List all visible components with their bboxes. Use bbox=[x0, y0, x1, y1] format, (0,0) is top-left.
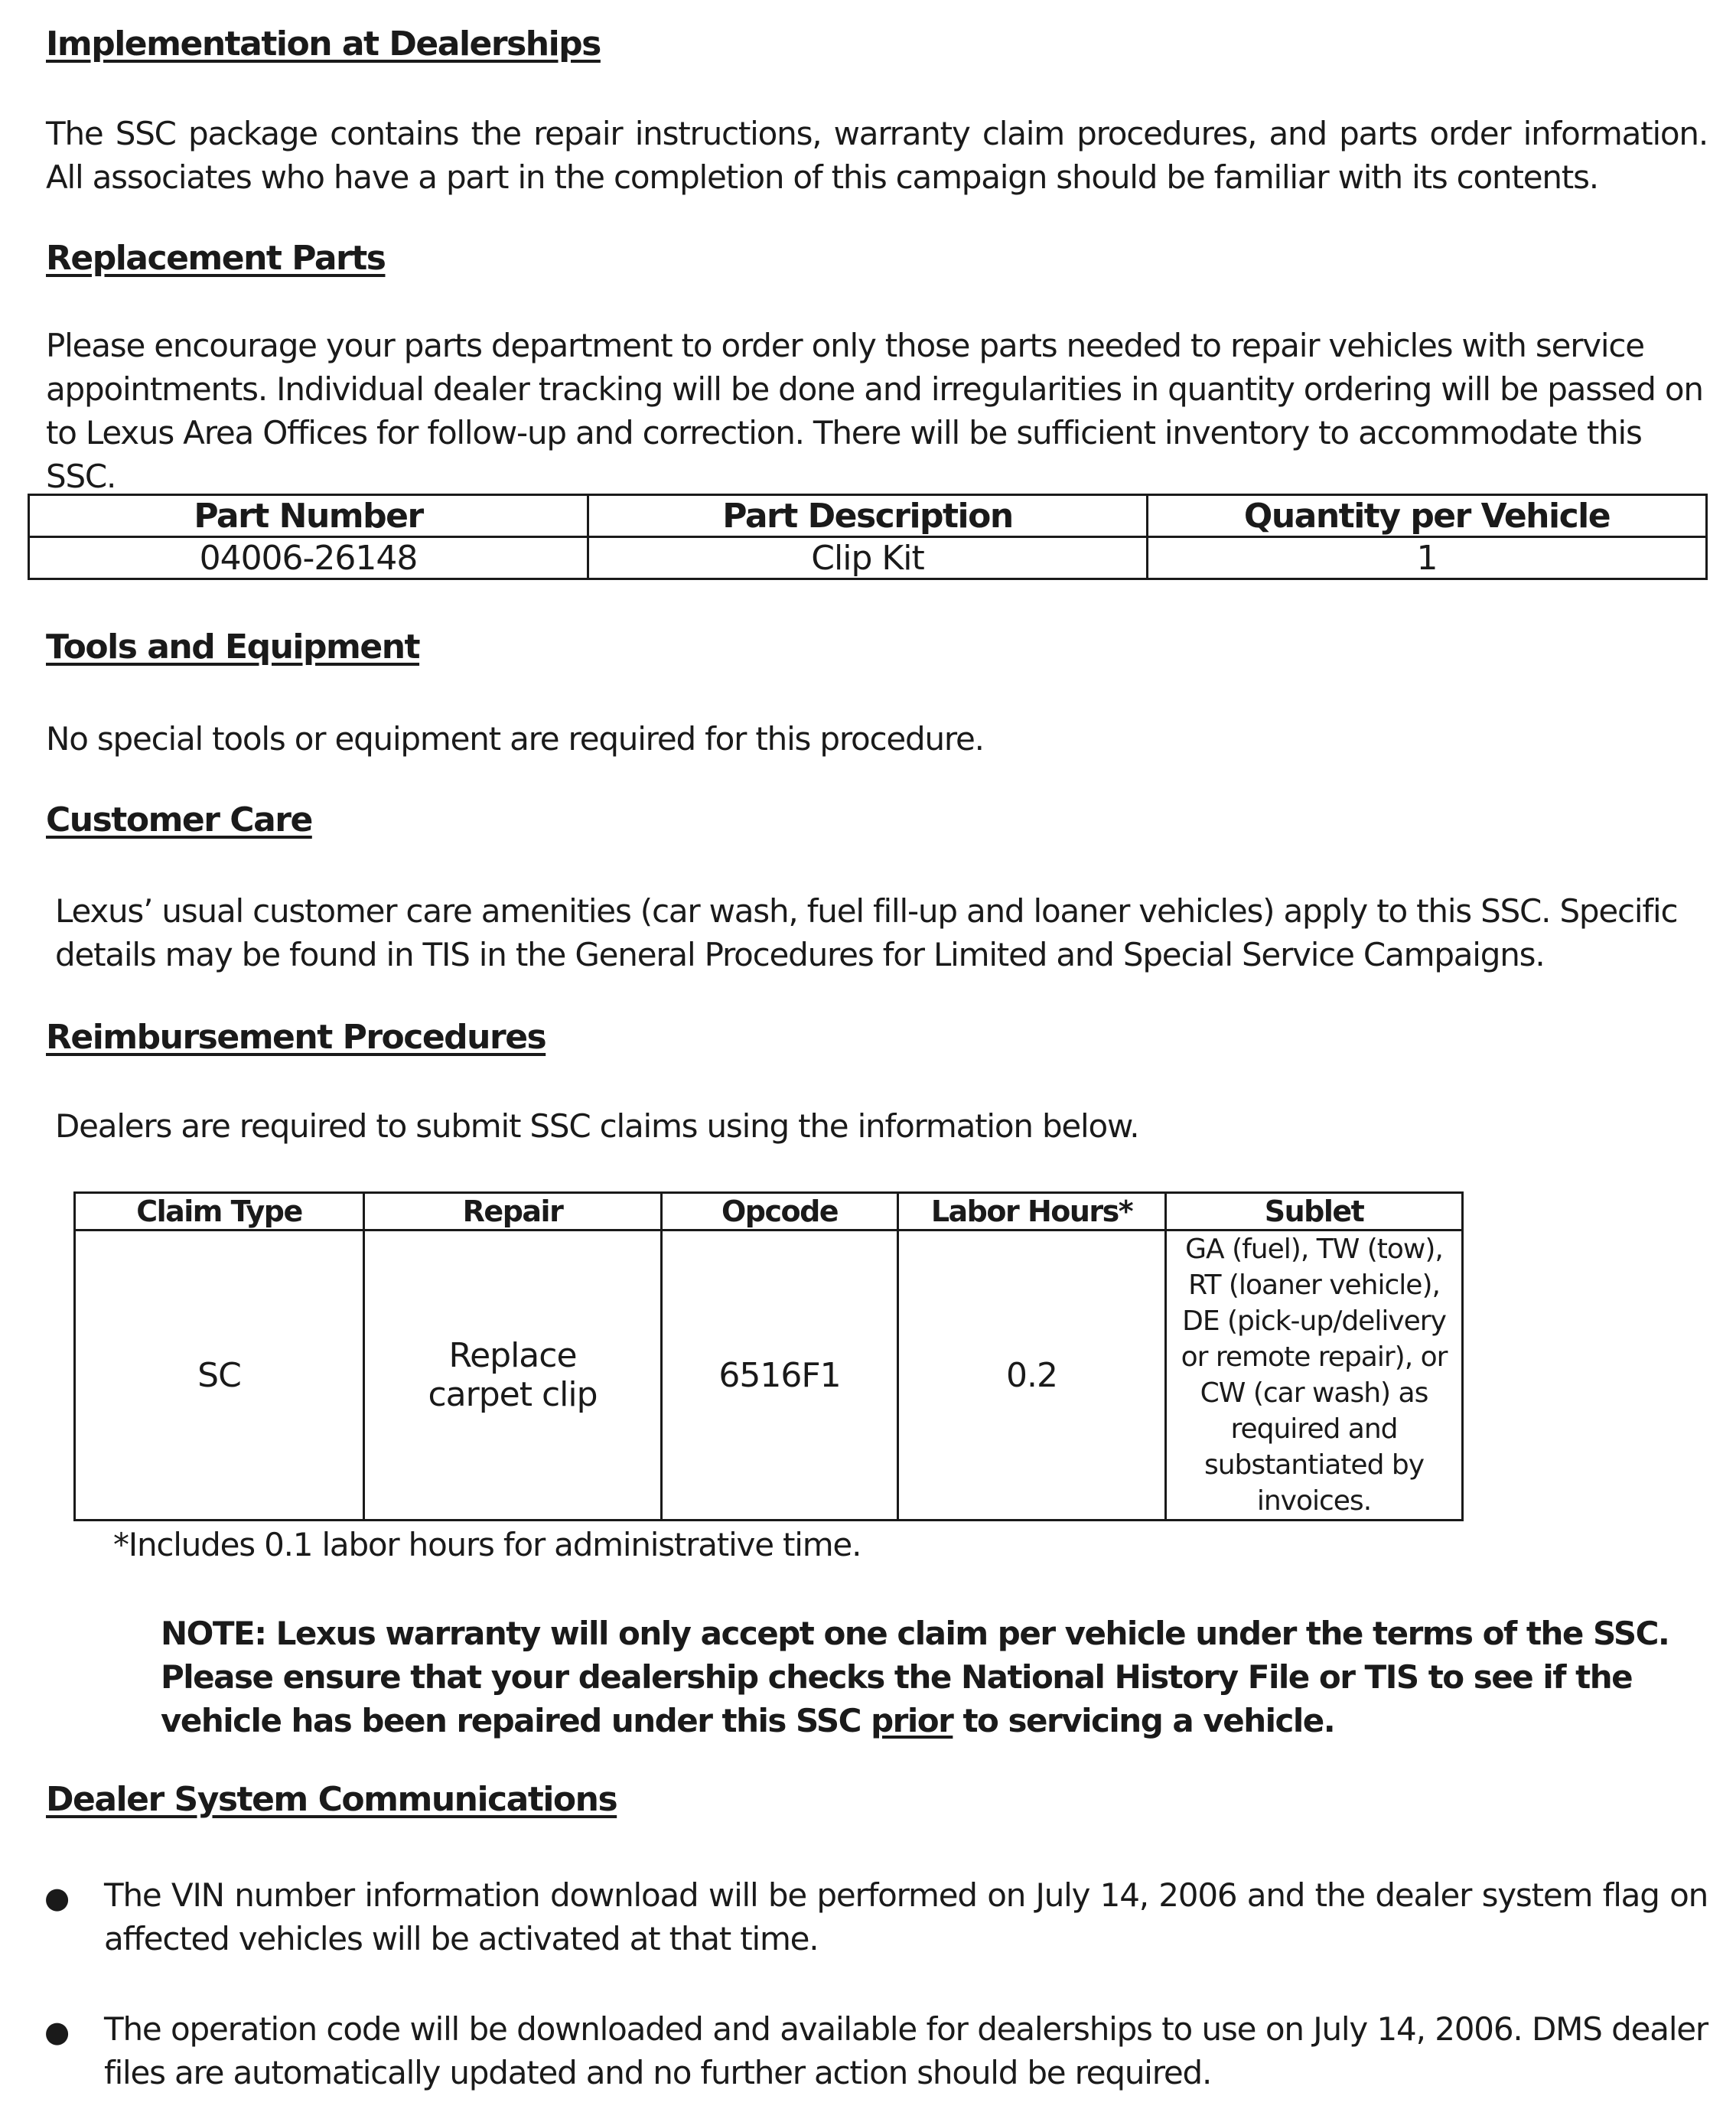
claims-table-header-row bbox=[75, 1193, 1463, 1230]
note-underlined-word: prior bbox=[871, 1702, 953, 1739]
claims-header-repair: Repair bbox=[364, 1193, 662, 1230]
parts-table bbox=[28, 494, 1708, 580]
claims-cell-labor-hours: 0.2 bbox=[898, 1230, 1166, 1521]
parts-header-quantity: Quantity per Vehicle bbox=[1148, 495, 1707, 537]
parts-cell-quantity: 1 bbox=[1148, 537, 1707, 579]
claims-header-labor-hours: Labor Hours* bbox=[898, 1193, 1166, 1230]
dealer-system-heading: Dealer System Communications bbox=[46, 1780, 617, 1819]
customer-care-paragraph: Lexus’ usual customer care amenities (car wash, fuel fill-up and loaner vehicles) apply to this SSC. Specific details may be found in TIS in the General Procedures for Limited and Special Service Campaigns. bbox=[55, 892, 1678, 973]
list-item: The VIN number information download will be performed on July 14, 2006 and the dealer system flag on affected vehicles will be activated at that time. bbox=[104, 1876, 1708, 1957]
claims-cell-sublet: GA (fuel), TW (tow), RT (loaner vehicle), DE (pick-up/delivery or remote repair), or CW (car wash) as required and substantiated by invoices. bbox=[1166, 1230, 1463, 1521]
claims-cell-repair: Replace carpet clip bbox=[364, 1230, 662, 1521]
bullet-icon: ● bbox=[44, 2015, 70, 2049]
implementation-paragraph: The SSC package contains the repair instructions, warranty claim procedures, and parts order information. All associates who have a part in the completion of this campaign should be familiar with its contents. bbox=[46, 115, 1708, 196]
implementation-heading: Implementation at Dealerships bbox=[46, 24, 601, 64]
replacement-parts-paragraph: Please encourage your parts department to order only those parts needed to repair vehicles with service appointments. Individual dealer tracking will be done and irregularities in quantity ordering will be passed on to Lexus Area Offices for follow-up and correction. There will be sufficient inventory to accommodate this SSC. bbox=[46, 327, 1703, 495]
parts-table-header-row bbox=[29, 495, 1707, 537]
parts-cell-part-description: Clip Kit bbox=[588, 537, 1148, 579]
parts-header-part-description: Part Description bbox=[588, 495, 1148, 537]
parts-header-part-number: Part Number bbox=[29, 495, 588, 537]
reimbursement-paragraph: Dealers are required to submit SSC claims using the information below. bbox=[55, 1107, 1139, 1145]
table-row bbox=[75, 1230, 1463, 1521]
reimbursement-heading: Reimbursement Procedures bbox=[46, 1018, 546, 1057]
claims-header-opcode: Opcode bbox=[662, 1193, 898, 1230]
warranty-note bbox=[161, 1612, 1683, 1742]
list-item: The operation code will be downloaded and available for dealerships to use on July 14, 2006. DMS dealer files are automatically updated and no further action should be required. bbox=[104, 2010, 1708, 2091]
customer-care-heading: Customer Care bbox=[46, 800, 312, 839]
claims-table bbox=[73, 1191, 1464, 1521]
replacement-parts-heading: Replacement Parts bbox=[46, 239, 386, 278]
table-row bbox=[29, 537, 1707, 579]
claims-header-sublet: Sublet bbox=[1166, 1193, 1463, 1230]
tools-paragraph: No special tools or equipment are required for this procedure. bbox=[46, 720, 984, 758]
note-text-part1: NOTE: Lexus warranty will only accept one claim per vehicle under the terms of the SSC. Please ensure that your dealership checks the National History File or TIS to see if the vehicle has been repaired under this SSC bbox=[161, 1615, 1669, 1739]
claims-header-claim-type: Claim Type bbox=[75, 1193, 364, 1230]
tools-heading: Tools and Equipment bbox=[46, 627, 420, 667]
claims-cell-claim-type: SC bbox=[75, 1230, 364, 1521]
claims-cell-opcode: 6516F1 bbox=[662, 1230, 898, 1521]
note-text-part2: to servicing a vehicle. bbox=[953, 1702, 1335, 1739]
parts-cell-part-number: 04006-26148 bbox=[29, 537, 588, 579]
bullet-icon: ● bbox=[44, 1881, 70, 1915]
labor-hours-footnote: *Includes 0.1 labor hours for administrative time. bbox=[113, 1526, 861, 1563]
